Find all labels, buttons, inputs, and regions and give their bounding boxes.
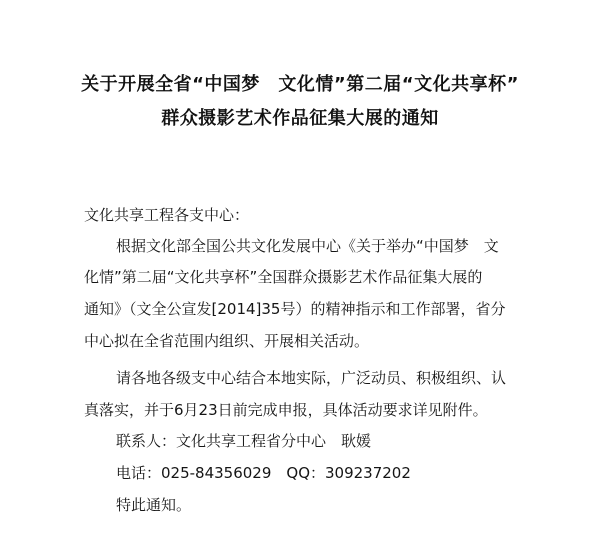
closing-remark: 特此通知。 [116,496,192,514]
salutation: 文化共享工程各支中心： [84,206,250,224]
document-title-line-1: 关于开展全省“中国梦 文化情”第二届“文化共享杯” [81,74,519,95]
contact-person: 联系人：文化共享工程省分中心 耿媛 [116,432,372,450]
paragraph-1-line-3: 通知》（文全公宣发[2014]35号）的精神指示和工作部署，省分 [84,300,506,318]
paragraph-1-line-4: 中心拟在全省范围内组织、开展相关活动。 [84,332,370,350]
document-title-line-2: 群众摄影艺术作品征集大展的通知 [161,108,439,129]
paragraph-1-line-1: 根据文化部全国公共文化发展中心《关于举办“中国梦 文 [116,237,499,255]
paragraph-2-line-1: 请各地各级支中心结合本地实际，广泛动员、积极组织、认 [116,369,507,387]
contact-phone: 电话：025-84356029 QQ：309237202 [116,464,411,482]
paragraph-2-line-2: 真落实，并于6月23日前完成申报，具体活动要求详见附件。 [84,401,488,419]
paragraph-1-line-2: 化情”第二届“文化共享杯”全国群众摄影艺术作品征集大展的 [84,268,483,286]
